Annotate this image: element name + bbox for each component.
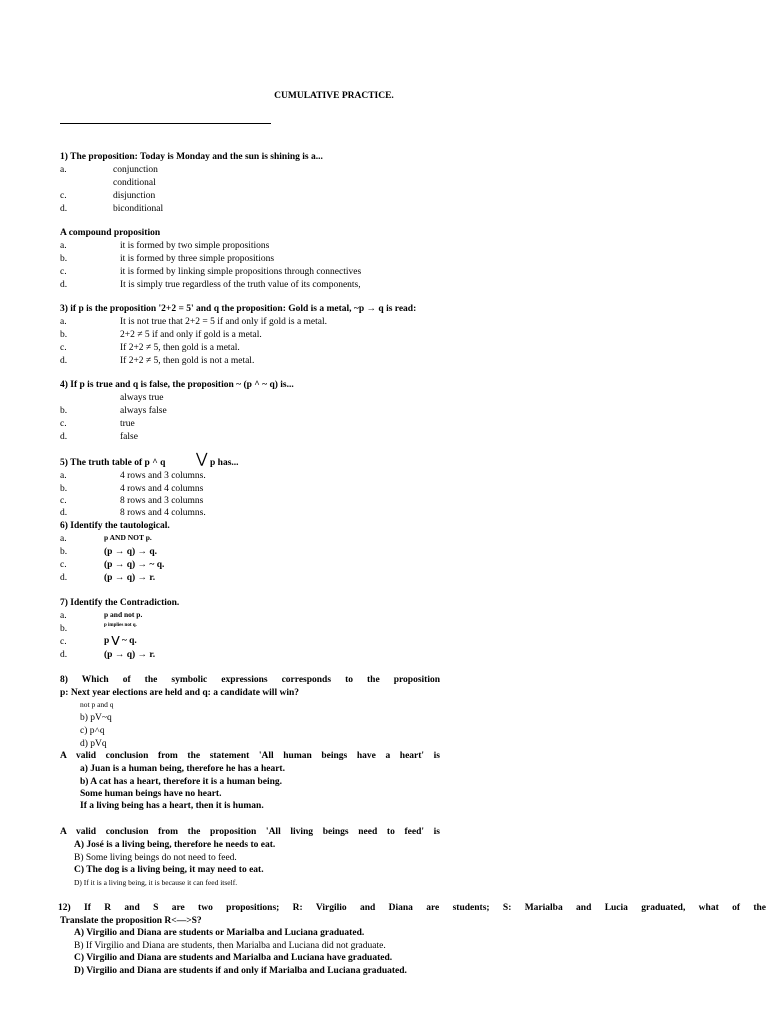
option-text: always true <box>120 393 164 403</box>
option-text: b) pV~q <box>80 713 112 723</box>
option-label: d. <box>60 432 68 442</box>
question-5-text-b: p has... <box>210 458 239 468</box>
question-10: A valid conclusion from the proposition 'All living beings need to feed' is <box>60 827 440 837</box>
option-label: c. <box>60 267 67 277</box>
option-text: true <box>120 419 135 429</box>
option-label: b. <box>60 406 68 416</box>
option-text: a) Juan is a human being, therefore he has a heart. <box>80 764 285 774</box>
option-text: (p → q) → ~ q. <box>104 560 165 570</box>
option-text: conditional <box>113 178 156 188</box>
option-label: b. <box>60 547 68 557</box>
option-label: d. <box>60 573 68 583</box>
option-text: C) Virgilio and Diana are students and Marialba and Luciana have graduated. <box>74 953 393 963</box>
option-text: (p → q) → q. <box>104 547 158 557</box>
option-text: it is formed by linking simple propositions through connectives <box>120 267 362 277</box>
option-text: d) pVq <box>80 739 107 749</box>
option-text: B) If Virgilio and Diana are students, then Marialba and Luciana did not graduate. <box>74 941 386 951</box>
option-label: c. <box>60 343 67 353</box>
or-symbol-icon: ⋁ <box>196 452 208 467</box>
option-text: C) The dog is a living being, it may need to eat. <box>74 865 264 875</box>
option-text: 4 rows and 3 columns. <box>120 471 206 481</box>
question-4: 4) If p is true and q is false, the proposition ~ (p ^ ~ q) is... <box>60 380 294 390</box>
option-text: it is formed by two simple propositions <box>120 241 270 251</box>
option-text: c) p˄q <box>80 726 105 736</box>
option-label: d. <box>60 280 68 290</box>
option-text: p and not p. <box>104 610 143 619</box>
option-label: a. <box>60 534 67 544</box>
option-text: D) If it is a living being, it is because it can feed itself. <box>74 878 238 887</box>
name-line-divider <box>60 123 271 124</box>
option-label: b. <box>60 254 68 264</box>
option-text: If 2+2 ≠ 5, then gold is a metal. <box>120 343 240 353</box>
option-text: It is simply true regardless of the truth value of its components, <box>120 280 361 290</box>
question-2: A compound proposition <box>60 228 161 238</box>
option-text: p ⋁ ~ q. <box>104 636 137 646</box>
option-text: it is formed by three simple propositions <box>120 254 275 264</box>
option-label: d. <box>60 204 68 214</box>
option-text: If 2+2 ≠ 5, then gold is not a metal. <box>120 356 255 366</box>
question-5-text-a: 5) The truth table of p ^ q <box>60 458 166 468</box>
option-text: A) José is a living being, therefore he needs to eat. <box>74 840 276 850</box>
question-12-line2: Translate the proposition R<—>S? <box>60 916 202 926</box>
option-label: b. <box>60 484 68 494</box>
option-label: a. <box>60 241 67 251</box>
option-text: b) A cat has a heart, therefore it is a human being. <box>80 777 283 787</box>
question-8-line1: 8) Which of the symbolic expressions corresponds to the proposition <box>60 675 440 685</box>
option-text: Some human beings have no heart. <box>80 789 222 799</box>
option-text: p AND NOT p. <box>104 533 152 542</box>
question-5 <box>60 457 165 470</box>
option-label: b. <box>60 624 68 634</box>
option-text: It is not true that 2+2 = 5 if and only if gold is a metal. <box>120 317 328 327</box>
question-12-line1: 12) If R and S are two propositions; R: Virgilio and Diana are students; S: Marialba and Lucia graduated, what of the <box>58 903 766 913</box>
option-label: b. <box>60 330 68 340</box>
option-label: c. <box>60 560 67 570</box>
option-label: a. <box>60 471 67 481</box>
question-6: 6) Identify the tautological. <box>60 521 170 531</box>
option-text: p implies not q. <box>104 623 137 628</box>
question-3: 3) if p is the proposition '2+2 = 5' and q the proposition: Gold is a metal, ~p → q is read: <box>60 304 417 314</box>
option-label: c. <box>60 191 67 201</box>
option-label: d. <box>60 650 68 660</box>
option-text: A) Virgilio and Diana are students or Marialba and Luciana graduated. <box>74 928 365 938</box>
question-1: 1) The proposition: Today is Monday and the sun is shining is a... <box>60 152 323 162</box>
option-text: biconditional <box>113 204 164 214</box>
option-text: false <box>120 432 138 442</box>
option-label: a. <box>60 317 67 327</box>
option-text: 8 rows and 4 columns. <box>120 508 206 518</box>
option-text: D) Virgilio and Diana are students if and only if Marialba and Luciana graduated. <box>74 966 407 976</box>
question-9: A valid conclusion from the statement 'All human beings have a heart' is <box>60 751 440 761</box>
option-label: a. <box>60 165 67 175</box>
option-text: If a living being has a heart, then it is human. <box>80 801 264 811</box>
option-label: c. <box>60 419 67 429</box>
question-8-line2: p: Next year elections are held and q: a candidate will win? <box>60 688 299 698</box>
option-label: d. <box>60 356 68 366</box>
option-text: (p → q) → r. <box>104 573 156 583</box>
option-text: conjunction <box>113 165 158 175</box>
option-text: B) Some living beings do not need to feed. <box>74 853 237 863</box>
option-label: c. <box>60 496 67 506</box>
option-label: a. <box>60 611 67 621</box>
option-text: 8 rows and 3 columns <box>120 496 204 506</box>
option-text: always false <box>120 406 167 416</box>
option-label: d. <box>60 508 68 518</box>
question-7: 7) Identify the Contradiction. <box>60 598 180 608</box>
option-label: c. <box>60 637 67 647</box>
option-text: (p → q) → r. <box>104 650 156 660</box>
page-title: CUMULATIVE PRACTICE. <box>274 91 394 101</box>
option-text: disjunction <box>113 191 156 201</box>
option-text: 2+2 ≠ 5 if and only if gold is a metal. <box>120 330 262 340</box>
option-text: 4 rows and 4 columns <box>120 484 204 494</box>
option-text: not p and q <box>80 700 114 709</box>
